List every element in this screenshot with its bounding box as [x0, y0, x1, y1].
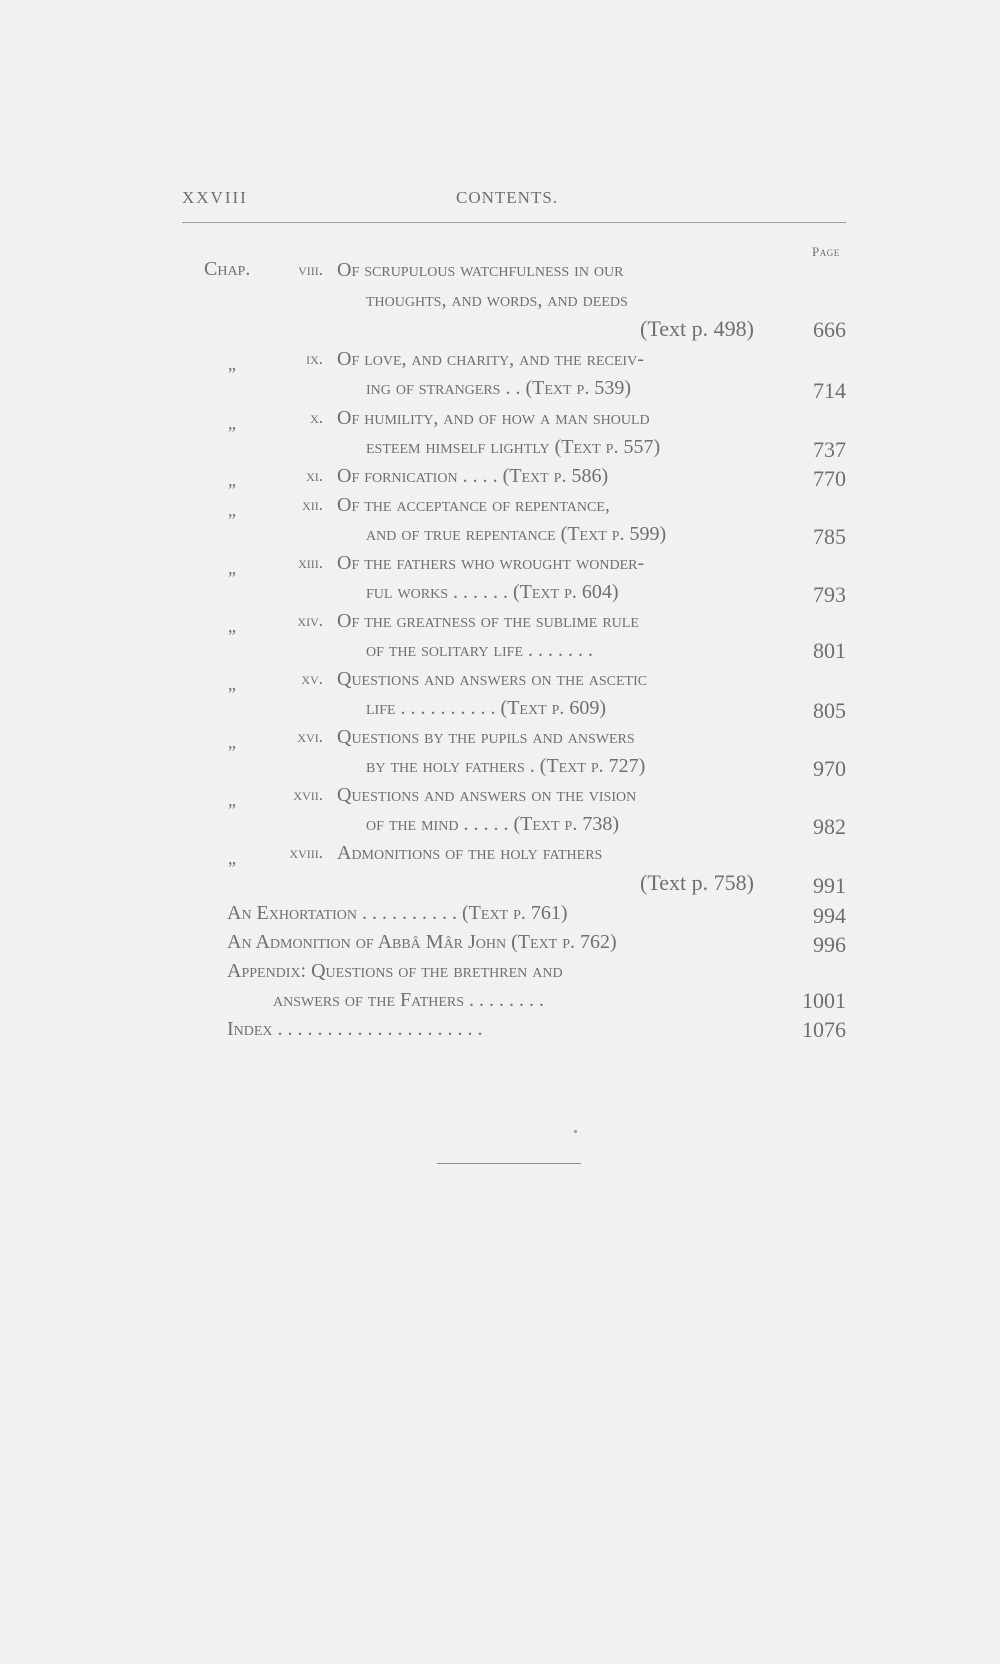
chapter-title-line: by the holy fathers . (Text p. 727)	[366, 755, 646, 777]
chapter-title-line: of the mind . . . . . (Text p. 738)	[366, 813, 619, 835]
page-ref: 996	[813, 932, 846, 957]
header-rule	[182, 222, 846, 223]
chapter-number: xvi.	[297, 727, 323, 746]
ditto-mark: „	[228, 732, 236, 752]
ditto-mark: „	[228, 790, 236, 810]
chapter-number: xviii.	[289, 843, 323, 862]
page-ref: 785	[813, 524, 846, 549]
chapter-number: xv.	[301, 669, 323, 688]
chapter-title-line: Of the greatness of the sublime rule	[337, 610, 639, 632]
toc-entry-appendix-line2: answers of the Fathers . . . . . . . .	[273, 989, 545, 1011]
ink-speck	[574, 1130, 577, 1133]
text-page-ref: (Text p. 758)	[640, 870, 754, 895]
ditto-mark: „	[228, 558, 236, 578]
chapter-title-line: Questions and answers on the vision	[337, 784, 637, 806]
page-ref: 737	[813, 437, 846, 462]
chapter-title-line: Of the fathers who wrought wonder-	[337, 552, 645, 574]
page-ref: 770	[813, 466, 846, 491]
ditto-mark: „	[228, 470, 236, 490]
page-ref: 1001	[802, 988, 846, 1013]
text-page-ref: (Text p. 498)	[640, 316, 754, 341]
chapter-title-line: Of fornication . . . . (Text p. 586)	[337, 465, 609, 487]
chapter-number: xiv.	[297, 611, 323, 630]
chapter-title-line: Of scrupulous watchfulness in our	[337, 259, 624, 281]
ditto-mark: „	[228, 674, 236, 694]
page-column-label: Page	[812, 244, 840, 259]
chapter-number: ix.	[306, 349, 323, 368]
chapter-number: x.	[310, 408, 323, 427]
chapter-title-line: ful works . . . . . . (Text p. 604)	[366, 581, 619, 603]
toc-entry-exhortation: An Exhortation . . . . . . . . . . (Text p. 761)	[227, 902, 568, 924]
toc-entry-appendix: Appendix: Questions of the brethren and	[227, 960, 563, 982]
chapter-title-line: thoughts, and words, and deeds	[366, 289, 628, 311]
chapter-title-line: Of the acceptance of repentance,	[337, 494, 610, 516]
page-title: CONTENTS.	[456, 188, 559, 207]
page-ref: 1076	[802, 1017, 846, 1042]
page-ref: 666	[813, 317, 846, 342]
ditto-mark: „	[228, 848, 236, 868]
chapter-number: xiii.	[298, 553, 323, 572]
chapter-title-line: of the solitary life . . . . . . .	[366, 639, 593, 661]
chapter-number: xii.	[302, 495, 323, 514]
page-ref: 994	[813, 903, 846, 928]
toc-entry-admonition: An Admonition of Abbâ Mâr John (Text p. 762)	[227, 931, 617, 953]
chapter-number: viii.	[298, 260, 323, 279]
page-ref: 805	[813, 698, 846, 723]
ditto-mark: „	[228, 500, 236, 520]
chapter-number: xvii.	[293, 785, 323, 804]
chapter-title-line: Questions and answers on the ascetic	[337, 668, 648, 690]
chapter-title-line: Of humility, and of how a man should	[337, 407, 650, 429]
chapter-title-line: life . . . . . . . . . . (Text p. 609)	[366, 697, 607, 719]
chapter-title-line: Admonitions of the holy fathers	[337, 842, 603, 864]
page-ref: 970	[813, 756, 846, 781]
chapter-title-line: esteem himself lightly (Text p. 557)	[366, 436, 661, 458]
toc-entry-index: Index . . . . . . . . . . . . . . . . . . . . .	[227, 1018, 483, 1040]
chapter-title-line: Of love, and charity, and the receiv-	[337, 348, 644, 370]
chapter-title-line: and of true repentance (Text p. 599)	[366, 523, 667, 545]
ditto-mark: „	[228, 354, 236, 374]
chapter-title-line: ing of strangers . . (Text p. 539)	[366, 377, 631, 399]
page-ref: 991	[813, 873, 846, 898]
page-ref: 801	[813, 638, 846, 663]
page-number-header: XXVIII	[182, 188, 248, 207]
chapter-number: xi.	[306, 466, 323, 485]
page-ref: 982	[813, 814, 846, 839]
page-ref: 793	[813, 582, 846, 607]
bottom-rule	[437, 1163, 581, 1164]
ditto-mark: „	[228, 413, 236, 433]
chap-label: Chap.	[204, 258, 251, 280]
page-ref: 714	[813, 378, 846, 403]
ditto-mark: „	[228, 616, 236, 636]
chapter-title-line: Questions by the pupils and answers	[337, 726, 635, 748]
